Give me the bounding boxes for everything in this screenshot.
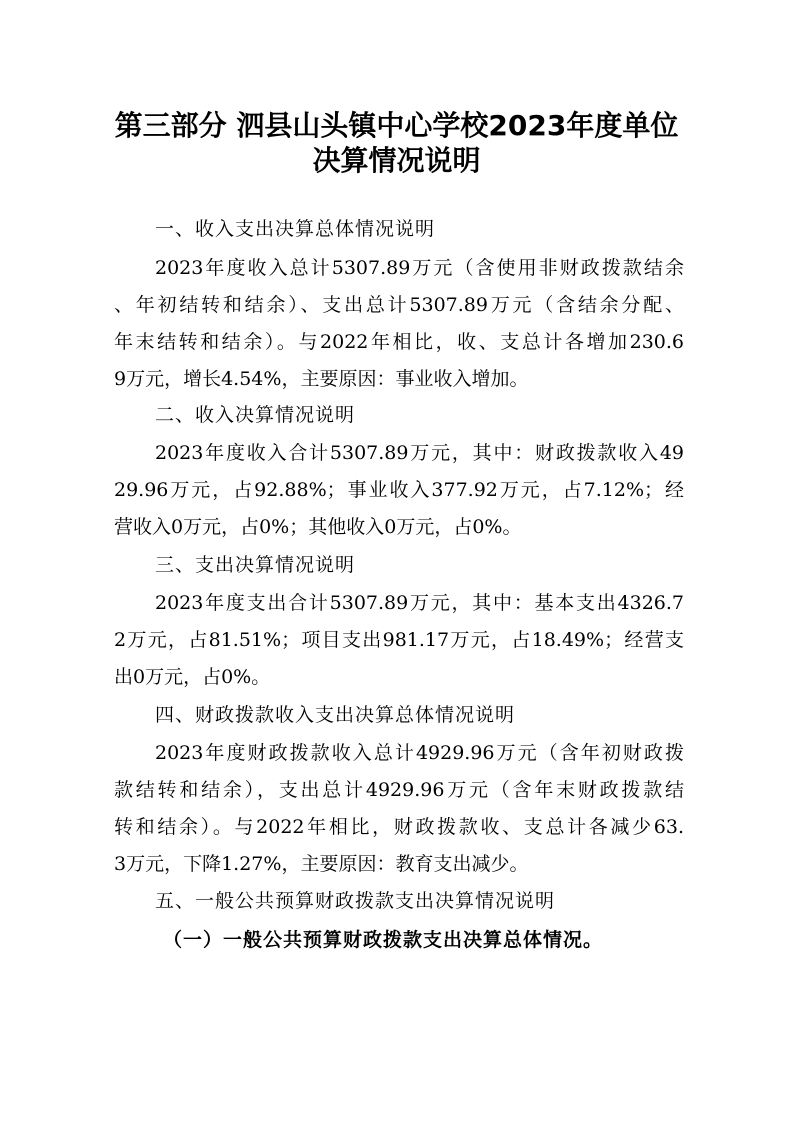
paragraph-line: 款结转和结余），支出总计4929.96万元（含年末财政拨款结: [114, 779, 684, 801]
paragraph-line: 2023年度收入总计5307.89万元（含使用非财政拨款结余: [155, 257, 684, 279]
paragraph-line: 2万元，占81.51%；项目支出981.17万元，占18.49%；经营支: [114, 629, 684, 651]
paragraph-line: 3万元，下降1.27%，主要原因：教育支出减少。: [114, 853, 529, 875]
paragraph-line: 9万元，增长4.54%，主要原因：事业收入增加。: [114, 368, 529, 390]
paragraph-line: 出0万元，占0%。: [114, 666, 271, 688]
paragraph-line: 2023年度支出合计5307.89万元，其中：基本支出4326.7: [155, 592, 684, 614]
page-title-line-2: 决算情况说明: [312, 144, 481, 177]
section-heading-fiscal-appropriation: 四、财政拨款收入支出决算总体情况说明: [155, 704, 516, 726]
page-title-line-1: 第三部分 泗县山头镇中心学校2023年度单位: [114, 109, 679, 142]
paragraph-line: 、年初结转和结余）、支出总计5307.89万元（含结余分配、: [114, 294, 684, 316]
paragraph-line: 2023年度财政拨款收入总计4929.96万元（含年初财政拨: [155, 742, 684, 764]
paragraph-line: 转和结余）。与2022年相比，财政拨款收、支总计各减少63.: [114, 816, 684, 838]
paragraph-line: 29.96万元，占92.88%；事业收入377.92万元，占7.12%；经: [114, 479, 684, 501]
paragraph-line: 营收入0万元，占0%；其他收入0万元，占0%。: [114, 516, 522, 538]
paragraph-line: 2023年度收入合计5307.89万元，其中：财政拨款收入49: [155, 442, 684, 464]
subsection-heading: （一）一般公共预算财政拨款支出决算总体情况。: [163, 929, 604, 951]
section-heading-income: 二、收入决算情况说明: [155, 404, 356, 426]
section-heading-income-expense-overview: 一、收入支出决算总体情况说明: [155, 218, 436, 240]
section-heading-expense: 三、支出决算情况说明: [155, 554, 356, 576]
paragraph-line: 年末结转和结余）。与2022年相比，收、支总计各增加230.6: [114, 331, 684, 353]
section-heading-general-public-budget: 五、一般公共预算财政拨款支出决算情况说明: [155, 890, 556, 912]
